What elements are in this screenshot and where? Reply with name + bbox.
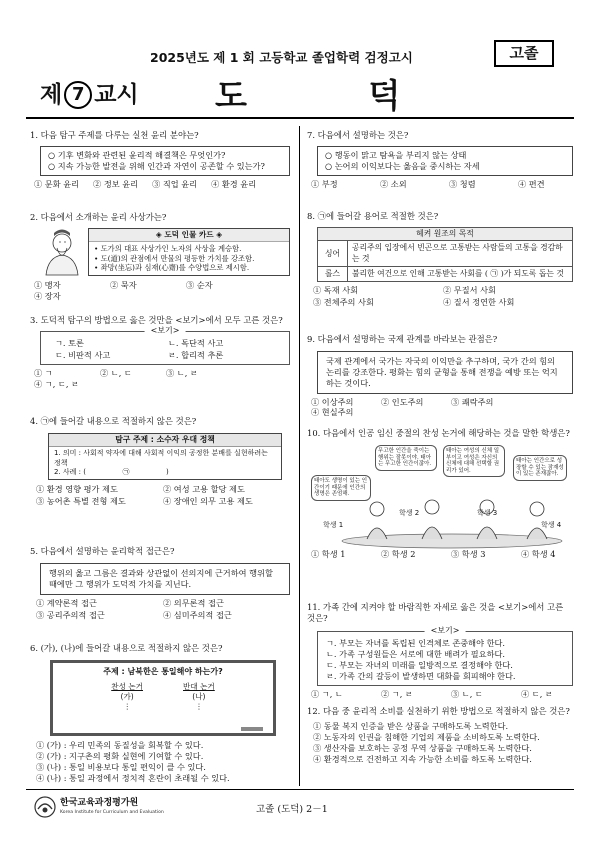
option[interactable]: ④ 학생 4: [521, 549, 556, 560]
table-cell: 롤스: [318, 266, 348, 281]
bogi-item: ㄹ. 합리적 추론: [168, 349, 224, 360]
options: [311, 689, 573, 700]
option[interactable]: ③ 청렴: [449, 178, 476, 189]
aid-table: [317, 227, 573, 282]
student-label: 학생 4: [541, 521, 562, 530]
students-icon: [337, 499, 567, 549]
student-label: 학생 1: [323, 521, 344, 530]
options: [34, 368, 290, 390]
ga-label: (가): [120, 691, 134, 701]
question-stem: 12. 다음 중 윤리적 소비를 실천하기 위한 방법으로 적절하지 않은 것은?: [307, 706, 570, 716]
box-line: ): [165, 467, 169, 476]
option[interactable]: ① (가) : 우리 민족의 동질성을 회복할 수 있다.: [36, 740, 204, 751]
question-5: [30, 546, 290, 620]
speech-bubble: 태아는 인간으로 성장할 수 있는 잠재성이 있는 존재잖아.: [513, 455, 567, 481]
options: [311, 549, 573, 560]
options: [313, 285, 573, 308]
header-rule: [26, 117, 574, 119]
box-title: 탐구 주제 : 소수자 우대 정책: [49, 434, 281, 447]
footer-rule: [26, 789, 574, 790]
option[interactable]: ④ 편견: [518, 178, 545, 189]
option[interactable]: ③ 농어촌 특별 전형 제도: [36, 495, 126, 506]
option[interactable]: ② 정보 윤리: [93, 178, 139, 189]
box-line: 1. 의미 : 사회적 약자에 대해 사회적 이익의 공정한 분배를 실현하려는 정책: [54, 449, 268, 467]
option[interactable]: ③ ㄴ, ㄷ: [451, 688, 483, 699]
question-12: [307, 706, 573, 764]
dots: ⋮: [195, 701, 203, 711]
bogi-item: ㄱ. 토론: [55, 338, 84, 349]
board-title: 주제 : 남북한은 통일해야 하는가?: [103, 667, 223, 677]
org-name: 한국교육과정평가원: [60, 798, 139, 809]
option[interactable]: ② (가) : 지구촌의 평화 실현에 기여할 수 있다.: [36, 750, 204, 761]
question-box: 행위의 옳고 그름은 결과와 상관없이 선의지에 근거하여 행위할 때에만 그 행위가 도덕적 가치를 지닌다.: [40, 563, 290, 595]
option[interactable]: ② ㄴ, ㄷ: [100, 367, 132, 378]
option[interactable]: ④ 환경 윤리: [211, 178, 257, 189]
question-1: [30, 130, 290, 190]
options: [36, 598, 290, 621]
bogi-box: [317, 626, 573, 685]
option[interactable]: ③ 순자: [186, 280, 213, 291]
question-7: [307, 130, 573, 190]
question-stem: 3. 도덕적 탐구의 방법으로 옳은 것만을 <보기>에서 모두 고른 것은?: [30, 315, 283, 325]
bogi-item: ㄹ. 가족 간의 갈등이 발생하면 대화를 회피해야 한다.: [326, 670, 516, 681]
subject-title: 도 덕: [215, 76, 456, 115]
option[interactable]: ② ㄱ, ㄹ: [381, 688, 413, 699]
question-3: [30, 315, 290, 389]
option[interactable]: ② 의무론적 접근: [163, 597, 224, 608]
na-label: (나): [192, 691, 206, 701]
option[interactable]: ① 부정: [311, 178, 338, 189]
dots: ⋮: [123, 701, 131, 711]
speech-bubble: 태아는 여성의 신체 일부이고 여성은 자신의 신체에 대해 선택할 권리가 있어.: [443, 445, 505, 477]
question-stem: 4. ㉠에 들어갈 내용으로 적절하지 않은 것은?: [30, 416, 197, 426]
question-box: [40, 146, 290, 176]
option[interactable]: ① 맹자: [34, 280, 61, 291]
student-label: 학생 2: [399, 509, 420, 518]
bogi-item: ㄱ. 부모는 자녀를 독립된 인격체로 존중해야 한다.: [326, 638, 506, 649]
option[interactable]: ④ 장자: [34, 290, 61, 301]
box-line: 2. 사례 : (: [54, 467, 86, 476]
column-divider: [299, 126, 300, 786]
option[interactable]: ④ 환경적으로 건전하고 지속 가능한 소비를 하도록 노력한다.: [313, 753, 532, 764]
question-9: [307, 334, 573, 418]
option[interactable]: ④ 심미주의적 접근: [163, 609, 232, 620]
question-stem: 10. 다음에서 인공 임신 중절의 찬성 논거에 해당하는 것을 말한 학생은?: [307, 428, 570, 438]
option[interactable]: ② 묵자: [110, 280, 137, 291]
question-stem: 7. 다음에서 설명하는 것은?: [307, 130, 409, 140]
question-stem: 5. 다음에서 설명하는 윤리학적 접근은?: [30, 546, 175, 556]
option[interactable]: ④ ㄷ, ㄹ: [521, 688, 553, 699]
org-name-en: Korea Institute for Curriculum and Evaluation: [60, 809, 164, 815]
question-box: [317, 146, 573, 176]
chalk-icon: [241, 727, 263, 731]
question-box: 국제 관계에서 국가는 자국의 이익만을 추구하며, 국가 간의 힘의 논리를 강조한다. 평화는 힘의 균형을 통해 전쟁을 예방 또는 억지하는 것이다.: [317, 351, 573, 393]
person-card: [88, 228, 290, 276]
option[interactable]: ① 계약론적 접근: [36, 597, 97, 608]
card-title: ◈ 도덕 인물 카드 ◈: [89, 229, 289, 242]
bogi-item: ㄷ. 부모는 자녀의 미래를 일방적으로 결정해야 한다.: [326, 659, 513, 670]
options: [34, 179, 290, 190]
option[interactable]: ① ㄱ, ㄴ: [311, 688, 343, 699]
philosopher-portrait-icon: [40, 227, 84, 277]
box-line: ○ 논어의 이익보다는 옳음을 중시하는 자세: [325, 160, 480, 171]
question-stem: 6. (가), (나)에 들어갈 내용으로 적절하지 않은 것은?: [30, 643, 223, 653]
box-line: ○ 지속 가능한 발전을 위해 인간과 자연이 공존할 수 있는가?: [48, 160, 265, 171]
bogi-item: ㄷ. 비판적 사고: [55, 349, 111, 360]
table-cell: 불리한 여건으로 인해 고통받는 사회를 ( ㉠ )가 되도록 돕는 것: [348, 266, 573, 281]
options: [30, 740, 290, 783]
option[interactable]: ② 학생 2: [381, 549, 416, 560]
options: [36, 484, 290, 507]
card-item: • 도가의 대표 사상가인 노자의 사상을 계승함.: [94, 244, 242, 254]
period-prefix: 제: [40, 82, 63, 108]
footer-logo: [34, 796, 164, 818]
option[interactable]: ① 환경 영향 평가 제도: [36, 484, 118, 495]
bogi-item: ㄴ. 독단적 사고: [168, 338, 224, 349]
students-illustration: [311, 439, 573, 549]
option[interactable]: ① 문화 윤리: [34, 178, 80, 189]
question-stem: 2. 다음에서 소개하는 윤리 사상가는?: [30, 212, 167, 222]
con-label: 반대 논거: [183, 681, 215, 691]
option[interactable]: ③ 생산자를 보호하는 공정 무역 상품을 구매하도록 노력한다.: [313, 742, 532, 753]
options: [311, 397, 573, 419]
option[interactable]: ③ 전체주의 사회: [313, 297, 374, 308]
option[interactable]: ③ 공리주의적 접근: [36, 609, 105, 620]
bogi-label: <보기>: [425, 626, 466, 637]
student-label: 학생 3: [477, 509, 498, 518]
exam-title: 2025년도 제 1 회 고등학교 졸업학력 검정고시: [150, 50, 413, 65]
option[interactable]: ② 무질서 사회: [443, 285, 496, 296]
options: [307, 721, 573, 764]
option[interactable]: ③ 쾌락주의: [451, 396, 494, 407]
option[interactable]: ④ 질서 정연한 사회: [443, 297, 515, 308]
option[interactable]: ① ㄱ: [34, 367, 53, 378]
table-cell: 싱어: [318, 241, 348, 267]
question-stem: 11. 가족 간에 지켜야 할 바람직한 자세로 옳은 것을 <보기>에서 고른 것은?: [307, 602, 564, 624]
table-header: 헤켜 원조의 목적: [318, 228, 573, 241]
options: [34, 280, 290, 302]
board: [50, 660, 276, 736]
speech-bubble: 태아도 생명이 있는 인간이기 때문에 인간의 생명은 존엄해.: [311, 475, 371, 501]
question-10: [307, 428, 573, 560]
question-2: [30, 212, 290, 302]
option[interactable]: ② 여성 고용 할당 제도: [163, 484, 245, 495]
option[interactable]: ④ 장애인 의무 고용 제도: [163, 495, 253, 506]
option[interactable]: ④ 현실주의: [311, 407, 354, 418]
options: [311, 179, 573, 190]
option[interactable]: ② 소외: [380, 178, 407, 189]
option[interactable]: ③ 학생 3: [451, 549, 486, 560]
grade-badge: 고졸: [494, 40, 554, 67]
question-box: [48, 433, 282, 480]
option[interactable]: ④ (나) : 통일 과정에서 정치적 혼란이 초래될 수 있다.: [36, 772, 230, 783]
option[interactable]: ① 이상주의: [311, 396, 354, 407]
page-code: 고졸 (도덕) 2－1: [256, 804, 328, 815]
blank-marker: ㉠: [122, 467, 130, 476]
option[interactable]: ④ ㄱ, ㄷ, ㄹ: [34, 378, 79, 389]
question-8: [307, 211, 573, 308]
period-suffix: 교시: [94, 82, 139, 108]
period-number: 7: [64, 81, 92, 109]
bogi-box: [40, 326, 290, 365]
box-line: ○ 기후 변화와 관련된 윤리적 해결책은 무엇인가?: [48, 150, 226, 161]
option[interactable]: ③ 직업 윤리: [152, 178, 198, 189]
bogi-item: ㄴ. 가족 구성원들은 서로에 대한 배려가 필요하다.: [326, 649, 506, 660]
box-line: ○ 행동이 맑고 탐욕을 부리지 않는 상태: [325, 150, 467, 161]
option[interactable]: ③ ㄴ, ㄹ: [166, 367, 198, 378]
kice-logo-icon: [34, 796, 56, 818]
pro-label: 찬성 논거: [111, 681, 143, 691]
bogi-label: <보기>: [145, 326, 186, 337]
question-stem: 9. 다음에서 설명하는 국제 관계를 바라보는 관점은?: [307, 334, 498, 344]
option[interactable]: ① 독재 사회: [313, 285, 359, 296]
speech-bubble: 무고한 인간을 죽이는 행위는 잘못이야. 태아는 무고한 인간이잖아.: [375, 445, 437, 471]
card-item: • 좌망(坐忘)과 심재(心齋)를 수양법으로 제시함.: [94, 263, 250, 273]
option[interactable]: ② 인도주의: [381, 396, 424, 407]
option[interactable]: ③ (나) : 통일 비용보다 통일 편익이 클 수 있다.: [36, 761, 206, 772]
option[interactable]: ① 동물 복지 인증을 받은 상품을 구매하도록 노력한다.: [313, 721, 509, 732]
question-4: [30, 416, 290, 507]
table-cell: 공리주의 입장에서 빈곤으로 고통받는 사람들의 고통을 경감하는 것: [348, 241, 573, 267]
option[interactable]: ② 노동자의 인권을 침해한 기업의 제품을 소비하도록 노력한다.: [313, 731, 540, 742]
card-item: • 도(道)의 관점에서 만물의 평등한 가치를 강조함.: [94, 253, 255, 263]
question-11: [307, 602, 573, 699]
question-stem: 1. 다음 탐구 주제를 다루는 실천 윤리 분야는?: [30, 130, 199, 140]
question-stem: 8. ㉠에 들어갈 용어로 적절한 것은?: [307, 211, 439, 221]
question-6: [30, 643, 290, 783]
period-label: [40, 80, 139, 110]
option[interactable]: ① 학생 1: [311, 549, 346, 560]
